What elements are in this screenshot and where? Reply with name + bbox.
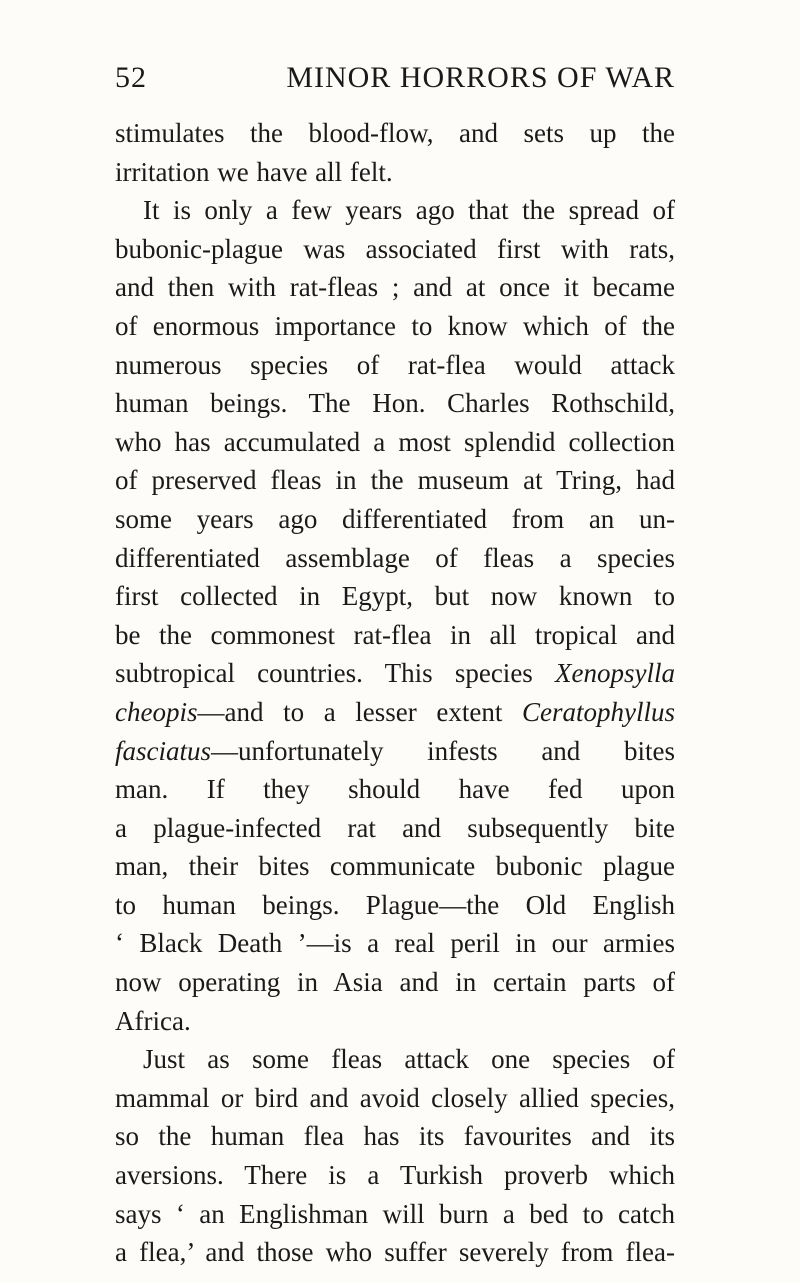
- body-text: [115, 114, 675, 1272]
- text-line: aversions. There is a Turkish proverb which: [115, 1160, 675, 1191]
- text-line: Just as some fleas attack one species of: [143, 1044, 675, 1075]
- species-name: cheopis: [115, 696, 198, 727]
- text-line: a flea,’ and those who suffer severely from flea-: [115, 1237, 675, 1268]
- species-name: Xenopsylla: [555, 658, 675, 689]
- text-line: man. If they should have fed upon: [115, 774, 675, 805]
- text-line: ‘ Black Death ’—is a real peril in our armies: [115, 928, 675, 959]
- text-line: bubonic-plague was associated first with rats,: [115, 233, 675, 264]
- text-line: numerous species of rat-flea would attack: [115, 349, 675, 380]
- text-line: a plague-infected rat and subsequently bite: [115, 812, 675, 843]
- text-line: some years ago differentiated from an un-: [115, 503, 675, 534]
- text-line: says ‘ an Englishman will burn a bed to catch: [115, 1198, 675, 1229]
- running-head: [115, 58, 675, 98]
- text-line: irritation we have all felt.: [115, 156, 393, 187]
- species-name: fasciatus: [115, 735, 212, 766]
- text-line: now operating in Asia and in certain parts of: [115, 967, 675, 998]
- text-line: man, their bites communicate bubonic plague: [115, 851, 675, 882]
- text-line: and then with rat-fleas ; and at once it became: [115, 272, 675, 303]
- text-line: stimulates the blood-flow, and sets up the: [115, 118, 675, 148]
- page-number: 52: [115, 61, 147, 94]
- text-line-with-italic: fasciatus—unfortunately infests and bites: [115, 735, 675, 766]
- text-line: mammal or bird and avoid closely allied species,: [115, 1082, 675, 1113]
- text-line: of preserved fleas in the museum at Tring, had: [115, 465, 675, 496]
- species-name: Ceratophyllus: [522, 696, 675, 727]
- text-line: be the commonest rat-flea in all tropical and: [115, 619, 675, 650]
- text-line: first collected in Egypt, but now known to: [115, 581, 675, 612]
- text-line: human beings. The Hon. Charles Rothschild,: [115, 388, 675, 419]
- text-line: so the human flea has its favourites and its: [115, 1121, 675, 1152]
- text-line-with-italic: cheopis—and to a lesser extent Ceratophyllus: [115, 696, 675, 727]
- text-line: who has accumulated a most splendid collection: [115, 426, 675, 457]
- running-title: MINOR HORRORS OF WAR: [286, 61, 675, 94]
- text-line-with-italic: subtropical countries. This species Xenopsylla: [115, 658, 675, 689]
- text-line: of enormous importance to know which of the: [115, 310, 675, 341]
- text-line: to human beings. Plague—the Old English: [115, 889, 675, 920]
- text-line: Africa.: [115, 1005, 191, 1036]
- text-line: It is only a few years ago that the spread of: [143, 195, 675, 226]
- text-line: differentiated assemblage of fleas a species: [115, 542, 675, 573]
